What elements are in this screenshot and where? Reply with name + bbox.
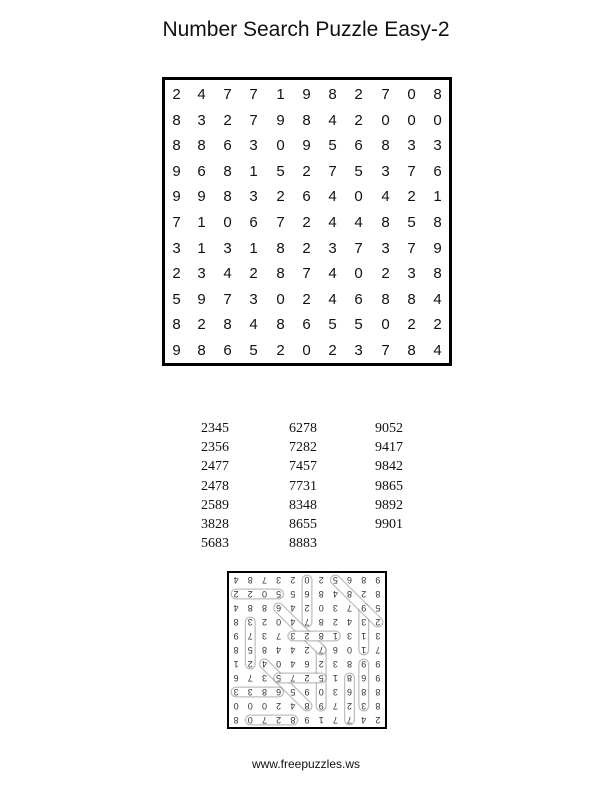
answer-cell: 2 (247, 589, 253, 599)
grid-cell: 7 (302, 265, 311, 283)
answer-cell: 4 (276, 645, 282, 655)
grid-row (165, 313, 449, 337)
answer-cell: 4 (290, 603, 296, 613)
grid-cell: 2 (354, 111, 363, 129)
answer-cell: 3 (247, 687, 253, 697)
answer-key-image (229, 573, 385, 727)
grid-cell: 9 (302, 137, 311, 155)
answer-cell: 2 (375, 715, 381, 725)
answer-cell: 5 (290, 589, 296, 599)
answer-cell: 8 (318, 589, 324, 599)
answer-cell: 2 (304, 631, 310, 641)
answer-cell: 3 (261, 673, 267, 683)
grid-cell: 7 (172, 214, 181, 231)
grid-cell: 3 (433, 137, 442, 155)
grid-row (165, 134, 449, 158)
answer-cell: 6 (347, 687, 353, 697)
word-column (201, 419, 229, 553)
grid-cell: 2 (197, 316, 206, 334)
answer-cell: 0 (347, 645, 353, 655)
grid-cell: 8 (433, 86, 442, 103)
grid-cell: 7 (223, 86, 232, 103)
answer-cell: 6 (332, 645, 338, 655)
grid-cell: 2 (276, 342, 285, 359)
grid-cell: 0 (381, 111, 390, 129)
grid-cell: 3 (328, 239, 337, 257)
answer-cell: 4 (290, 701, 296, 711)
answer-cell: 3 (375, 631, 381, 641)
answer-cell: 0 (261, 701, 267, 711)
word-item: 9842 (375, 459, 403, 475)
grid-cell: 9 (197, 188, 206, 206)
grid-cell: 2 (302, 290, 311, 308)
answer-cell: 9 (233, 631, 239, 641)
grid-cell: 9 (276, 111, 285, 129)
grid-cell: 9 (197, 290, 206, 308)
grid-cell: 0 (407, 111, 416, 129)
grid-cell: 8 (407, 342, 416, 359)
grid-cell: 4 (328, 188, 337, 206)
answer-cell: 9 (304, 715, 310, 725)
answer-cell: 8 (375, 687, 381, 697)
grid-cell: 7 (407, 162, 416, 180)
grid-cell: 3 (407, 137, 416, 155)
grid-cell: 5 (249, 342, 258, 359)
answer-cell: 7 (290, 673, 296, 683)
answer-cell: 8 (233, 645, 239, 655)
puzzle-grid (162, 77, 452, 366)
word-item: 2478 (201, 478, 229, 494)
answer-cell: 0 (247, 715, 253, 725)
answer-cell: 7 (375, 645, 381, 655)
grid-cell: 7 (249, 86, 258, 103)
grid-cell: 4 (328, 214, 337, 231)
grid-cell: 8 (276, 265, 285, 283)
answer-cell: 8 (261, 603, 267, 613)
word-item: 2345 (201, 421, 229, 436)
answer-cell: 2 (361, 589, 367, 599)
answer-cell: 7 (347, 603, 353, 613)
grid-cell: 1 (433, 188, 442, 206)
answer-cell: 7 (247, 631, 253, 641)
answer-cell: 6 (276, 687, 282, 697)
answer-loop-inner (332, 580, 381, 622)
grid-cell: 7 (223, 290, 232, 308)
grid-cell: 2 (223, 111, 232, 129)
answer-cell: 3 (332, 603, 338, 613)
footer-url[interactable]: www.freepuzzles.ws (251, 757, 361, 771)
grid-cell: 1 (197, 239, 206, 257)
answer-cell: 2 (318, 575, 324, 585)
answer-cell: 7 (332, 715, 338, 725)
answer-cell: 3 (361, 617, 367, 627)
grid-cell: 3 (172, 239, 181, 257)
answer-cell: 2 (304, 645, 310, 655)
grid-cell: 6 (197, 162, 206, 180)
answer-cell: 6 (276, 603, 282, 613)
answer-cell: 8 (247, 603, 253, 613)
answer-loop-inner (279, 608, 322, 650)
answer-cell: 5 (290, 687, 296, 697)
grid-cell: 4 (328, 290, 337, 308)
grid-cell: 2 (172, 265, 181, 283)
answer-cell: 2 (261, 617, 267, 627)
grid-cell: 4 (223, 265, 232, 283)
grid-cell: 8 (172, 137, 181, 155)
grid-cell: 3 (249, 188, 258, 206)
answer-cell: 5 (318, 673, 324, 683)
answer-cell: 8 (375, 701, 381, 711)
answer-cell: 2 (332, 617, 338, 627)
answer-cell: 4 (347, 617, 353, 627)
answer-cell: 0 (276, 659, 282, 669)
answer-cell: 4 (261, 659, 267, 669)
grid-cell: 6 (354, 290, 363, 308)
answer-cell: 5 (375, 603, 381, 613)
answer-cell: 7 (347, 715, 353, 725)
grid-cell: 6 (302, 188, 311, 206)
answer-cell: 2 (318, 659, 324, 669)
grid-row (165, 339, 449, 363)
answer-cell: 0 (318, 603, 324, 613)
puzzle-title: Number Search Puzzle Easy-2 (162, 18, 450, 41)
grid-cell: 1 (276, 86, 285, 103)
answer-cell: 1 (233, 659, 239, 669)
grid-cell: 8 (407, 290, 416, 308)
grid-cell: 0 (276, 290, 285, 308)
word-item: 9892 (375, 497, 403, 513)
grid-cell: 3 (381, 239, 390, 257)
answer-cell: 8 (361, 687, 367, 697)
answer-loop-inner (261, 664, 310, 706)
answer-cell: 8 (375, 589, 381, 599)
grid-cell: 4 (381, 188, 390, 206)
grid-cell: 4 (249, 316, 258, 334)
answer-cell: 6 (304, 589, 310, 599)
grid-cell: 7 (381, 342, 390, 359)
grid-cell: 0 (223, 214, 232, 231)
answer-cell: 0 (318, 687, 324, 697)
grid-cell: 1 (249, 162, 258, 180)
word-item: 8655 (289, 516, 317, 532)
grid-cell: 8 (433, 214, 442, 231)
answer-cell: 1 (332, 673, 338, 683)
answer-cell: 0 (276, 617, 282, 627)
grid-cell: 3 (249, 137, 258, 155)
answer-cell: 2 (247, 659, 253, 669)
answer-cell: 5 (276, 589, 282, 599)
grid-cell: 9 (172, 342, 181, 359)
answer-cell: 2 (304, 673, 310, 683)
answer-cell: 8 (318, 631, 324, 641)
grid-cell: 2 (302, 162, 311, 180)
grid-cell: 3 (197, 111, 206, 129)
answer-cell: 4 (361, 715, 367, 725)
answer-cell: 3 (276, 575, 282, 585)
grid-cell: 3 (381, 162, 390, 180)
grid-cell: 3 (407, 265, 416, 283)
answer-cell: 0 (304, 575, 310, 585)
grid-cell: 6 (354, 137, 363, 155)
grid-cell: 2 (172, 86, 181, 103)
grid-cell: 0 (433, 111, 442, 129)
word-item: 8883 (289, 536, 317, 552)
answer-cell: 2 (276, 701, 282, 711)
answer-cell: 2 (375, 617, 381, 627)
grid-cell: 8 (302, 111, 311, 129)
word-item: 9901 (375, 516, 403, 532)
word-item: 7457 (289, 459, 317, 475)
grid-row (165, 211, 449, 235)
grid-cell: 5 (354, 316, 363, 334)
grid-cell: 8 (433, 265, 442, 283)
answer-cell: 4 (290, 617, 296, 627)
answer-cell: 8 (290, 715, 296, 725)
answer-cell: 8 (261, 645, 267, 655)
answer-cell: 8 (261, 687, 267, 697)
grid-cell: 5 (407, 214, 416, 231)
answer-cell: 9 (304, 687, 310, 697)
answer-cell: 1 (361, 645, 367, 655)
grid-cell: 6 (302, 316, 311, 334)
answer-cell: 2 (276, 715, 282, 725)
answer-cell: 9 (375, 575, 381, 585)
grid-cell: 4 (328, 265, 337, 283)
word-column (289, 419, 317, 553)
answer-cell: 3 (290, 631, 296, 641)
word-column (375, 419, 403, 534)
answer-cell: 0 (261, 589, 267, 599)
answer-cell: 8 (304, 701, 310, 711)
grid-cell: 8 (381, 214, 390, 231)
answer-cell: 7 (318, 645, 324, 655)
answer-cell: 6 (304, 659, 310, 669)
answer-cell: 1 (318, 715, 324, 725)
grid-cell: 6 (223, 137, 232, 155)
grid-cell: 9 (433, 239, 442, 257)
answer-cell: 2 (304, 603, 310, 613)
grid-row (165, 262, 449, 286)
answer-cell: 5 (332, 575, 338, 585)
grid-cell: 5 (328, 137, 337, 155)
grid-cell: 9 (302, 86, 311, 103)
grid-cell: 2 (433, 316, 442, 334)
answer-cell: 9 (318, 701, 324, 711)
answer-cell: 8 (347, 673, 353, 683)
answer-cell: 4 (290, 659, 296, 669)
answer-cell: 6 (233, 673, 239, 683)
grid-cell: 8 (223, 316, 232, 334)
grid-cell: 2 (302, 214, 311, 231)
grid-cell: 2 (302, 239, 311, 257)
grid-cell: 0 (302, 342, 311, 359)
grid-cell: 2 (381, 265, 390, 283)
grid-cell: 0 (276, 137, 285, 155)
grid-cell: 0 (354, 188, 363, 206)
answer-key-grid (227, 571, 387, 729)
answer-cell: 3 (332, 659, 338, 669)
grid-cell: 6 (249, 214, 258, 231)
grid-cell: 8 (197, 137, 206, 155)
grid-row (165, 160, 449, 184)
grid-cell: 1 (197, 214, 206, 231)
grid-cell: 5 (328, 316, 337, 334)
grid-cell: 8 (172, 316, 181, 334)
answer-cell: 9 (361, 603, 367, 613)
word-item: 9052 (375, 421, 403, 436)
grid-cell: 4 (433, 290, 442, 308)
word-item: 2477 (201, 459, 229, 475)
grid-cell: 7 (249, 111, 258, 129)
word-item: 2589 (201, 497, 229, 513)
answer-cell: 7 (261, 715, 267, 725)
grid-row (165, 109, 449, 133)
grid-cell: 6 (433, 162, 442, 180)
grid-cell: 0 (381, 316, 390, 334)
grid-cell: 3 (197, 265, 206, 283)
answer-cell: 6 (347, 575, 353, 585)
answer-cell: 4 (233, 575, 239, 585)
answer-cell: 1 (332, 631, 338, 641)
word-item: 2356 (201, 440, 229, 456)
grid-cell: 4 (354, 214, 363, 231)
answer-cell: 3 (361, 701, 367, 711)
word-item: 8348 (289, 497, 317, 513)
grid-cell: 4 (328, 111, 337, 129)
answer-cell: 2 (233, 589, 239, 599)
answer-cell: 3 (247, 617, 253, 627)
answer-cell: 8 (347, 659, 353, 669)
grid-cell: 9 (172, 162, 181, 180)
grid-cell: 2 (249, 265, 258, 283)
word-item: 7731 (289, 478, 317, 494)
answer-cell: 5 (247, 645, 253, 655)
answer-cell: 8 (361, 575, 367, 585)
grid-cell: 3 (223, 239, 232, 257)
grid-row (165, 83, 449, 107)
grid-cell: 8 (276, 239, 285, 257)
grid-row (165, 185, 449, 209)
answer-cell: 7 (304, 617, 310, 627)
grid-cell: 5 (276, 162, 285, 180)
word-item: 7282 (289, 440, 317, 456)
answer-cell: 1 (361, 631, 367, 641)
answer-cell: 8 (233, 715, 239, 725)
grid-cell: 8 (223, 188, 232, 206)
grid-cell: 2 (407, 188, 416, 206)
grid-cell: 8 (223, 162, 232, 180)
grid-row (165, 237, 449, 261)
grid-cell: 5 (354, 162, 363, 180)
grid-cell: 7 (381, 86, 390, 103)
answer-cell: 9 (361, 659, 367, 669)
answer-cell: 4 (290, 645, 296, 655)
answer-cell: 3 (332, 687, 338, 697)
answer-cell: 2 (290, 575, 296, 585)
answer-cell: 9 (375, 673, 381, 683)
grid-cell: 7 (276, 214, 285, 231)
grid-cell: 4 (197, 86, 206, 103)
grid-cell: 8 (328, 86, 337, 103)
grid-cell: 8 (276, 316, 285, 334)
grid-cell: 8 (381, 290, 390, 308)
answer-cell: 0 (233, 701, 239, 711)
word-item: 6278 (289, 421, 317, 436)
answer-cell: 8 (318, 617, 324, 627)
word-item: 3828 (201, 516, 229, 532)
grid-cell: 9 (172, 188, 181, 206)
answer-cell: 7 (276, 631, 282, 641)
grid-cell: 0 (354, 265, 363, 283)
grid-cell: 7 (407, 239, 416, 257)
grid-cell: 8 (197, 342, 206, 359)
grid-cell: 8 (381, 137, 390, 155)
grid-row (165, 288, 449, 312)
grid-cell: 0 (407, 86, 416, 103)
grid-cell: 2 (354, 86, 363, 103)
grid-cell: 7 (354, 239, 363, 257)
grid-cell: 8 (172, 111, 181, 129)
grid-cell: 2 (407, 316, 416, 334)
answer-cell: 8 (347, 589, 353, 599)
answer-cell: 3 (233, 687, 239, 697)
grid-cell: 2 (276, 188, 285, 206)
word-item: 9865 (375, 478, 403, 494)
answer-cell: 7 (332, 701, 338, 711)
answer-cell: 9 (375, 659, 381, 669)
grid-cell: 3 (249, 290, 258, 308)
grid-cell: 7 (328, 162, 337, 180)
word-item: 9417 (375, 440, 403, 456)
grid-cell: 1 (249, 239, 258, 257)
answer-cell: 5 (276, 673, 282, 683)
grid-cell: 3 (354, 342, 363, 359)
answer-cell: 7 (247, 673, 253, 683)
answer-cell: 8 (247, 575, 253, 585)
answer-cell: 3 (261, 631, 267, 641)
answer-cell: 4 (233, 603, 239, 613)
grid-cell: 6 (223, 342, 232, 359)
answer-cell: 6 (361, 673, 367, 683)
word-item: 5683 (201, 536, 229, 552)
answer-cell: 2 (347, 701, 353, 711)
answer-cell: 0 (247, 701, 253, 711)
grid-cell: 4 (433, 342, 442, 359)
answer-cell: 3 (347, 631, 353, 641)
grid-cell: 2 (328, 342, 337, 359)
grid-cell: 5 (172, 290, 181, 308)
answer-cell: 4 (332, 589, 338, 599)
answer-cell: 7 (261, 575, 267, 585)
answer-cell: 8 (233, 617, 239, 627)
